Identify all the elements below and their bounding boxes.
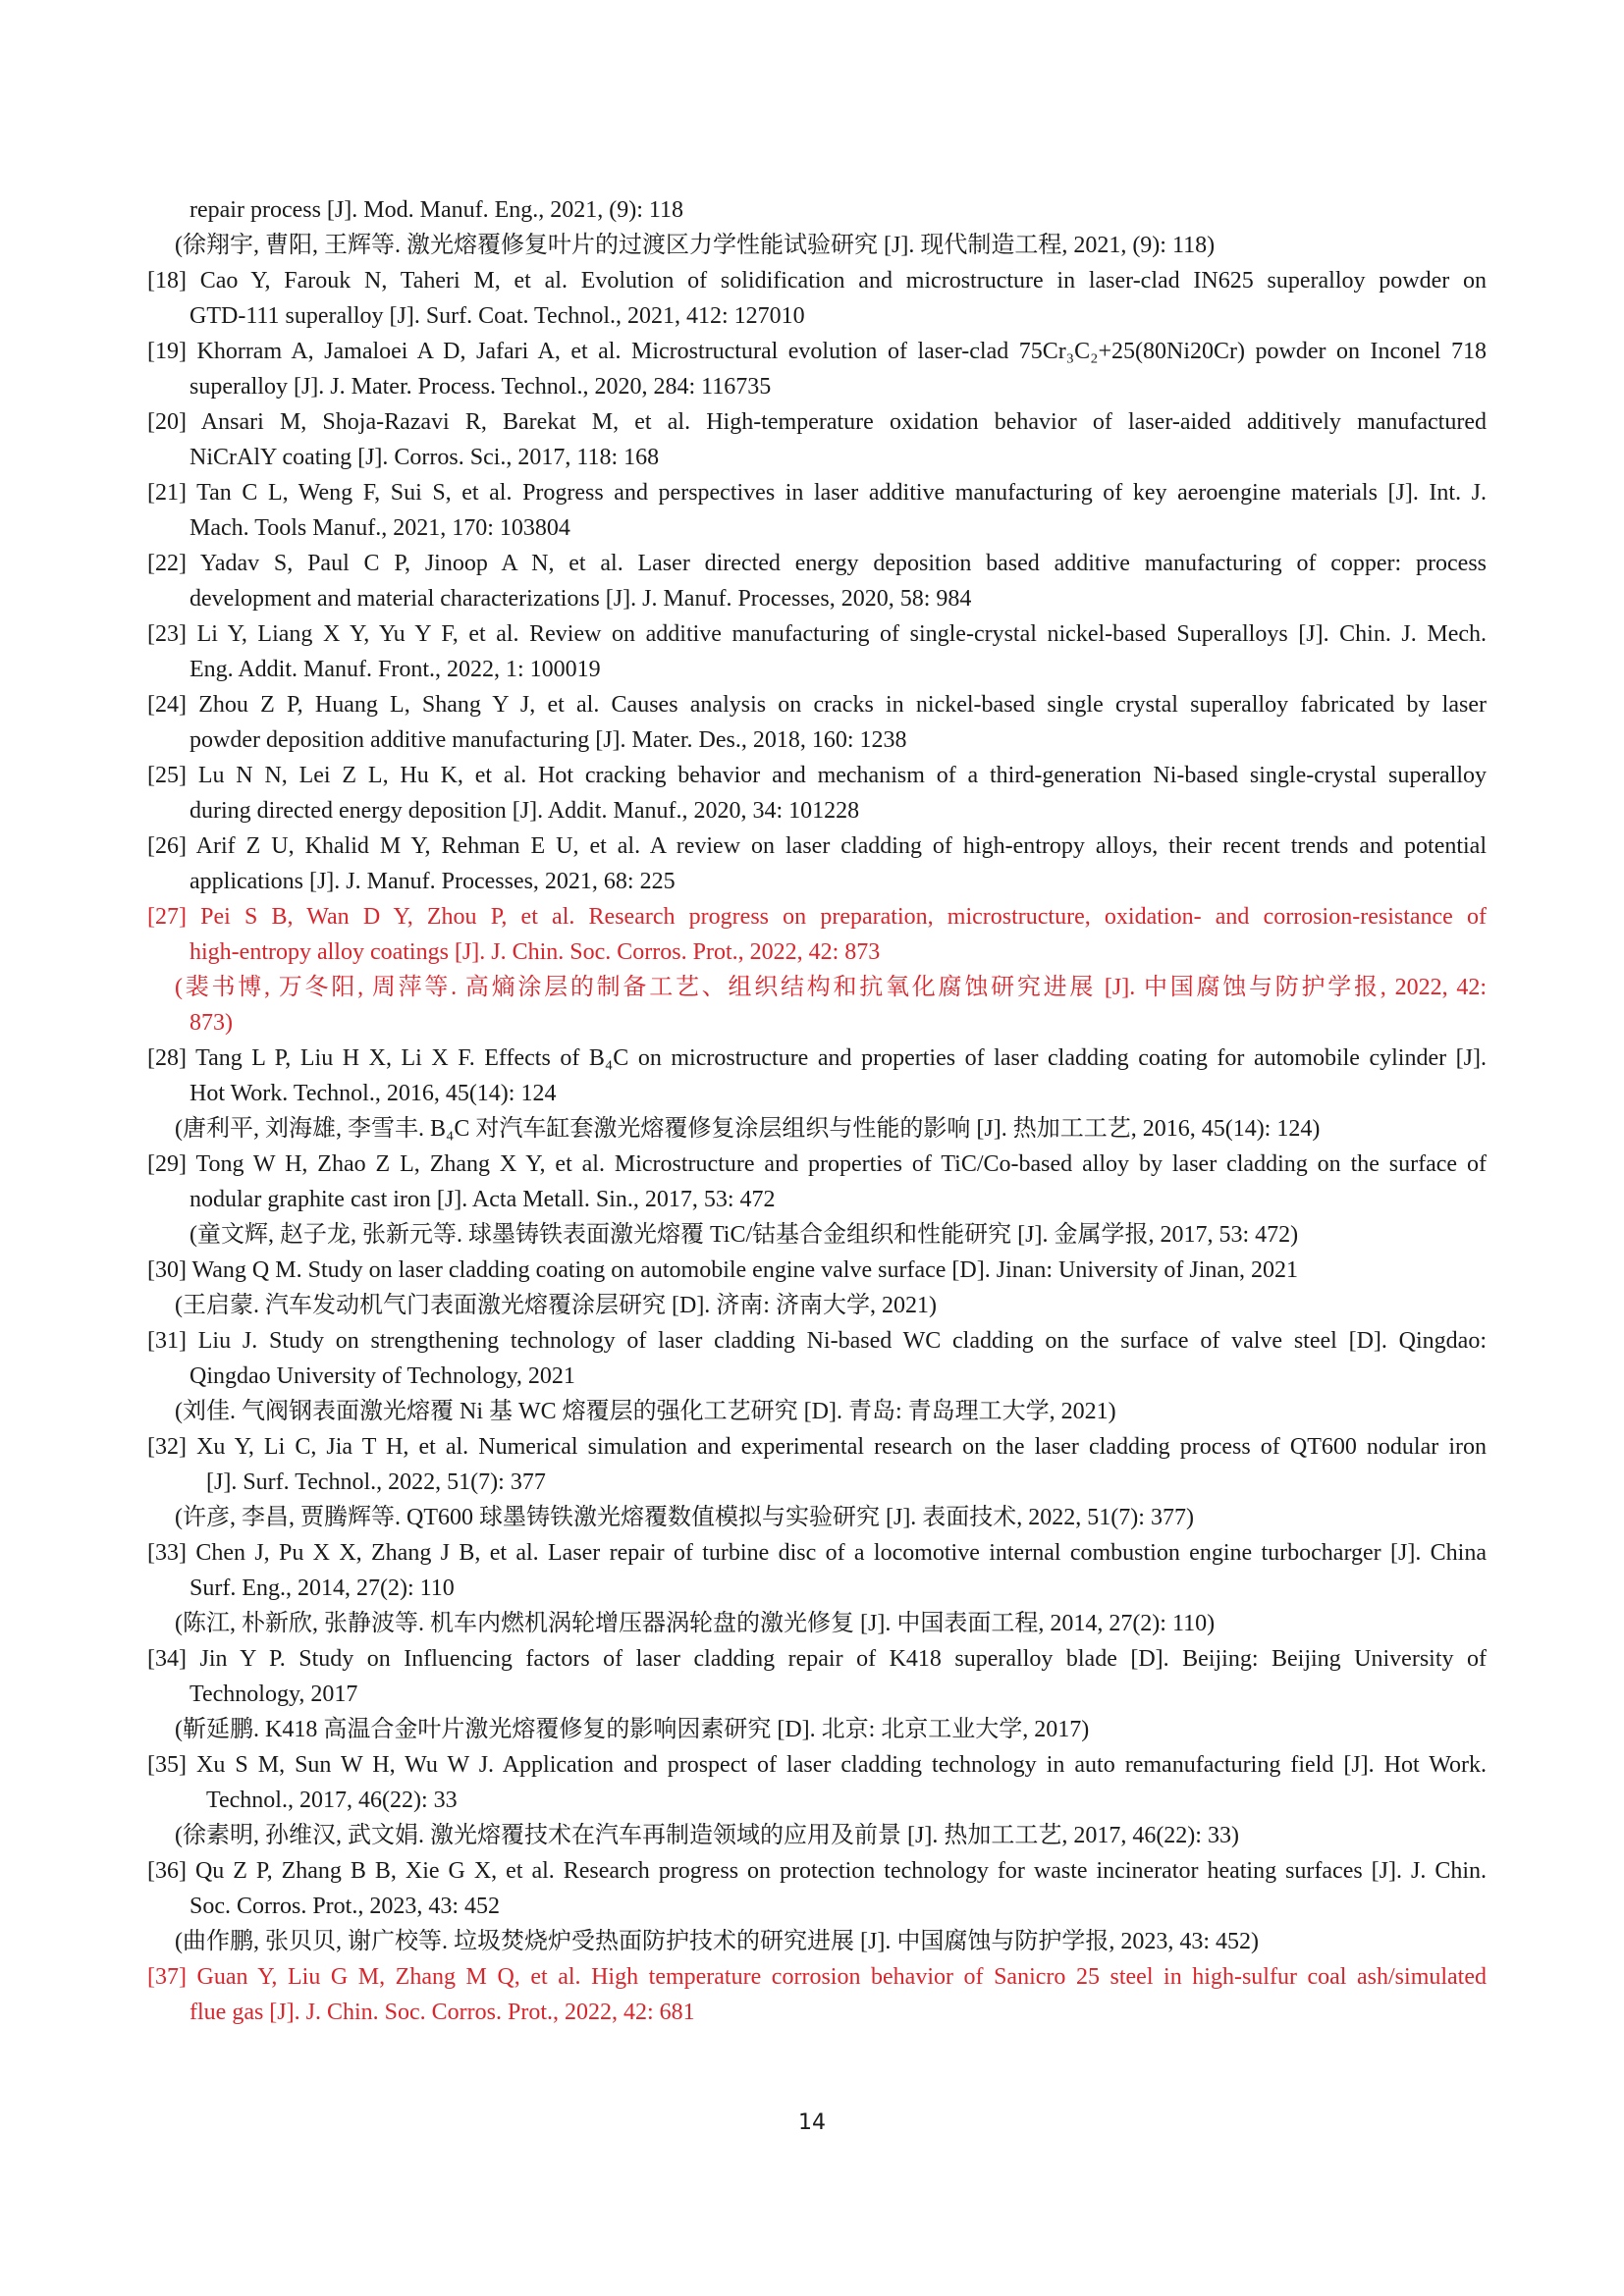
reference-entry-19	[147, 334, 1487, 404]
reference-translation: (徐素明, 孙维汉, 武文娟. 激光熔覆技术在汽车再制造领域的应用及前景 [J]. 热加工工艺, 2017, 46(22): 33)	[175, 1823, 1239, 1848]
reference-line: [23] Li Y, Liang X Y, Yu Y F, et al. Review on additive manufacturing of single-crystal nickel-based Superalloys [J]. Chin. J. Mech.	[147, 621, 1487, 647]
reference-entry-26	[147, 828, 1487, 899]
reference-translation: (童文辉, 赵子龙, 张新元等. 球墨铸铁表面激光熔覆 TiC/钴基合金组织和性能研究 [J]. 金属学报, 2017, 53: 472)	[189, 1222, 1299, 1248]
reference-line: nodular graphite cast iron [J]. Acta Metall. Sin., 2017, 53: 472	[189, 1187, 776, 1212]
reference-line: [24] Zhou Z P, Huang L, Shang Y J, et al. Causes analysis on cracks in nickel-based single crystal superalloy fabricated by laser	[147, 692, 1487, 718]
reference-line: powder deposition additive manufacturing [J]. Mater. Des., 2018, 160: 1238	[189, 727, 907, 753]
reference-entry-25	[147, 758, 1487, 828]
reference-line: [32] Xu Y, Li C, Jia T H, et al. Numerical simulation and experimental research on the laser cladding process of QT600 nodular iron	[147, 1434, 1487, 1460]
reference-line: [30] Wang Q M. Study on laser cladding coating on automobile engine valve surface [D]. Jinan: University of Jinan, 2021	[147, 1257, 1299, 1283]
reference-line: [21] Tan C L, Weng F, Sui S, et al. Progress and perspectives in laser additive manufacturing of key aeroengine materials [J]. Int. J.	[147, 480, 1487, 506]
reference-translation: (靳延鹏. K418 高温合金叶片激光熔覆修复的影响因素研究 [D]. 北京: 北京工业大学, 2017)	[175, 1717, 1090, 1742]
reference-line: [33] Chen J, Pu X X, Zhang J B, et al. Laser repair of turbine disc of a locomotive internal combustion engine turbocharger [J]. China	[147, 1540, 1487, 1566]
reference-entry-37	[147, 1959, 1487, 2030]
reference-translation: (刘佳. 气阀钢表面激光熔覆 Ni 基 WC 熔覆层的强化工艺研究 [D]. 青岛: 青岛理工大学, 2021)	[175, 1399, 1116, 1424]
reference-line: Soc. Corros. Prot., 2023, 43: 452	[189, 1894, 501, 1919]
reference-line: [29] Tong W H, Zhao Z L, Zhang X Y, et al. Microstructure and properties of TiC/Co-based alloy by laser cladding on the surface of	[147, 1151, 1487, 1177]
reference-entry-22	[147, 546, 1487, 616]
reference-translation: (王启蒙. 汽车发动机气门表面激光熔覆涂层研究 [D]. 济南: 济南大学, 2021)	[175, 1293, 937, 1318]
reference-translation: 873)	[189, 1010, 233, 1036]
reference-translation: (裴书博, 万冬阳, 周萍等. 高熵涂层的制备工艺、组织结构和抗氧化腐蚀研究进展 [J]. 中国腐蚀与防护学报, 2022, 42:	[175, 975, 1487, 1000]
reference-line: [28] Tang L P, Liu H X, Li X F. Effects of B₄C on microstructure and properties of laser cladding coating for automobile cylinder [J].	[147, 1045, 1487, 1071]
reference-entry-24	[147, 687, 1487, 758]
reference-line: [22] Yadav S, Paul C P, Jinoop A N, et al. Laser directed energy deposition based additive manufacturing of copper: process	[147, 551, 1487, 576]
reference-line: [36] Qu Z P, Zhang B B, Xie G X, et al. Research progress on protection technology for waste incinerator heating surfaces [J]. J. Chin.	[147, 1858, 1487, 1884]
reference-line: Surf. Eng., 2014, 27(2): 110	[189, 1575, 455, 1601]
reference-translation: (曲作鹏, 张贝贝, 谢广校等. 垃圾焚烧炉受热面防护技术的研究进展 [J]. 中国腐蚀与防护学报, 2023, 43: 452)	[175, 1929, 1259, 1954]
reference-line: Eng. Addit. Manuf. Front., 2022, 1: 100019	[189, 657, 601, 682]
reference-line: [31] Liu J. Study on strengthening technology of laser cladding Ni-based WC cladding on the surface of valve steel [D]. Qingdao:	[147, 1328, 1487, 1354]
reference-line: [25] Lu N N, Lei Z L, Hu K, et al. Hot cracking behavior and mechanism of a third-generation Ni-based single-crystal superalloy	[147, 763, 1487, 788]
reference-line: applications [J]. J. Manuf. Processes, 2021, 68: 225	[189, 869, 676, 894]
reference-entry-28	[147, 1041, 1487, 1147]
reference-entry-36	[147, 1853, 1487, 1959]
reference-line: [18] Cao Y, Farouk N, Taheri M, et al. Evolution of solidification and microstructure in laser-clad IN625 superalloy powder on	[147, 268, 1487, 294]
reference-line: Qingdao University of Technology, 2021	[189, 1363, 575, 1389]
reference-line: development and material characterizations [J]. J. Manuf. Processes, 2020, 58: 984	[189, 586, 972, 612]
reference-translation: (唐利平, 刘海雄, 李雪丰. B₄C 对汽车缸套激光熔覆修复涂层组织与性能的影响 [J]. 热加工工艺, 2016, 45(14): 124)	[175, 1116, 1321, 1142]
reference-line: high-entropy alloy coatings [J]. J. Chin. Soc. Corros. Prot., 2022, 42: 873	[189, 939, 881, 965]
reference-line: [37] Guan Y, Liu G M, Zhang M Q, et al. High temperature corrosion behavior of Sanicro 25 steel in high-sulfur coal ash/simulated	[147, 1964, 1487, 1990]
reference-entry-32	[147, 1429, 1487, 1535]
reference-line: repair process [J]. Mod. Manuf. Eng., 2021, (9): 118	[189, 197, 684, 223]
reference-line: superalloy [J]. J. Mater. Process. Technol., 2020, 284: 116735	[189, 374, 772, 400]
reference-entry-cont	[147, 192, 1487, 263]
reference-line: [20] Ansari M, Shoja-Razavi R, Barekat M, et al. High-temperature oxidation behavior of laser-aided additively manufactured	[147, 409, 1487, 435]
reference-line: [26] Arif Z U, Khalid M Y, Rehman E U, et al. A review on laser cladding of high-entropy alloys, their recent trends and potential	[147, 833, 1487, 859]
reference-entry-33	[147, 1535, 1487, 1641]
reference-line: Mach. Tools Manuf., 2021, 170: 103804	[189, 515, 570, 541]
reference-line: GTD-111 superalloy [J]. Surf. Coat. Technol., 2021, 412: 127010	[189, 303, 805, 329]
reference-line: flue gas [J]. J. Chin. Soc. Corros. Prot., 2022, 42: 681	[189, 2000, 695, 2025]
reference-line: [J]. Surf. Technol., 2022, 51(7): 377	[206, 1469, 546, 1495]
reference-line: [35] Xu S M, Sun W H, Wu W J. Application and prospect of laser cladding technology in auto remanufacturing field [J]. Hot Work.	[147, 1752, 1487, 1778]
reference-list	[147, 192, 1487, 2030]
page-number: 14	[798, 2110, 826, 2135]
reference-line: [19] Khorram A, Jamaloei A D, Jafari A, et al. Microstructural evolution of laser-clad 75Cr₃C₂+25(80Ni20Cr) powder on Inconel 718	[147, 339, 1487, 364]
reference-translation: (徐翔宇, 曹阳, 王辉等. 激光熔覆修复叶片的过渡区力学性能试验研究 [J]. 现代制造工程, 2021, (9): 118)	[175, 233, 1216, 258]
reference-line: NiCrAlY coating [J]. Corros. Sci., 2017, 118: 168	[189, 445, 660, 470]
reference-entry-27	[147, 899, 1487, 1041]
reference-line: [34] Jin Y P. Study on Influencing factors of laser cladding repair of K418 superalloy blade [D]. Beijing: Beijing University of	[147, 1646, 1487, 1672]
reference-line: Hot Work. Technol., 2016, 45(14): 124	[189, 1081, 557, 1106]
reference-line: [27] Pei S B, Wan D Y, Zhou P, et al. Research progress on preparation, microstructure, oxidation- and corrosion-resistance of	[147, 904, 1487, 930]
reference-translation: (许彦, 李昌, 贾腾辉等. QT600 球墨铸铁激光熔覆数值模拟与实验研究 [J]. 表面技术, 2022, 51(7): 377)	[175, 1505, 1194, 1530]
reference-entry-29	[147, 1147, 1487, 1253]
reference-entry-30	[147, 1253, 1487, 1323]
reference-entry-31	[147, 1323, 1487, 1429]
reference-entry-20	[147, 404, 1487, 475]
reference-line: during directed energy deposition [J]. Addit. Manuf., 2020, 34: 101228	[189, 798, 860, 824]
reference-entry-35	[147, 1747, 1487, 1853]
reference-entry-18	[147, 263, 1487, 334]
reference-line: Technology, 2017	[189, 1682, 358, 1707]
reference-entry-23	[147, 616, 1487, 687]
reference-translation: (陈江, 朴新欣, 张静波等. 机车内燃机涡轮增压器涡轮盘的激光修复 [J]. 中国表面工程, 2014, 27(2): 110)	[175, 1611, 1216, 1636]
reference-entry-34	[147, 1641, 1487, 1747]
reference-entry-21	[147, 475, 1487, 546]
reference-line: Technol., 2017, 46(22): 33	[206, 1788, 458, 1813]
